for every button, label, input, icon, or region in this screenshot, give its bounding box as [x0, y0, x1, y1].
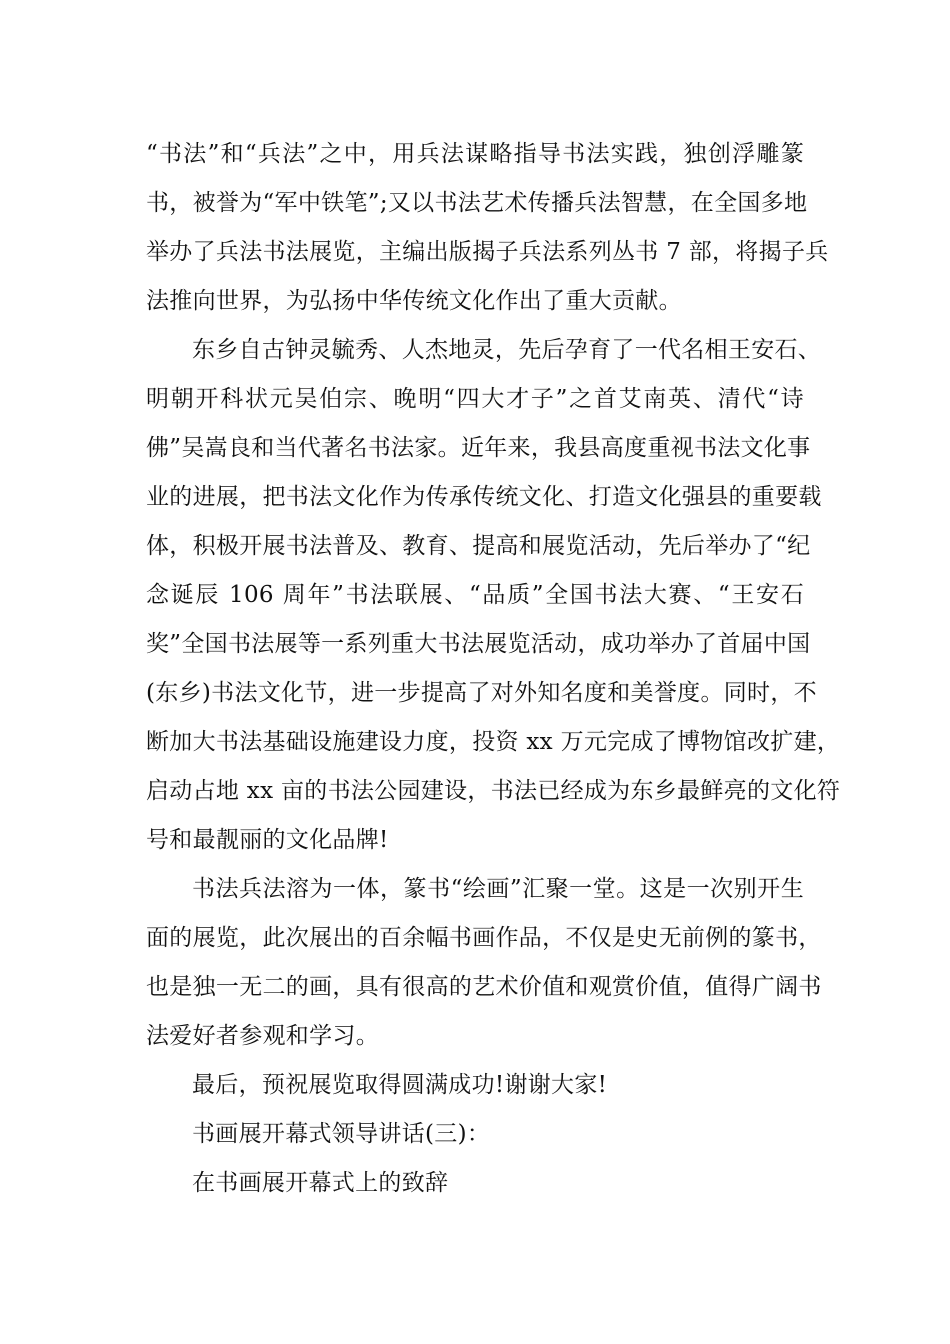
section-heading: 书画展开幕式领导讲话(三)：	[192, 1121, 491, 1147]
paragraph-line: 举办了兵法书法展览，主编出版揭子兵法系列丛书 7 部，将揭子兵	[146, 239, 829, 265]
document-body	[146, 130, 841, 1208]
paragraph-line: 东乡自古钟灵毓秀、人杰地灵，先后孕育了一代名相王安石、	[192, 337, 822, 363]
paragraph-line: 断加大书法基础设施建设力度，投资 xx 万元完成了博物馆改扩建，	[146, 729, 841, 755]
paragraph-line: (东乡)书法文化节，进一步提高了对外知名度和美誉度。同时，不	[146, 680, 817, 706]
paragraph-line: 面的展览，此次展出的百余幅书画作品，不仅是史无前例的篆书，	[146, 925, 822, 951]
paragraph-line: 佛”吴嵩良和当代著名书法家。近年来，我县高度重视书法文化事	[146, 435, 811, 461]
paragraph-line: 法爱好者参观和学习。	[146, 1023, 379, 1049]
paragraph-line: 体，积极开展书法普及、教育、提高和展览活动，先后举办了“纪	[146, 533, 811, 559]
paragraph-line: 书法兵法溶为一体，篆书“绘画”汇聚一堂。这是一次别开生	[192, 876, 804, 902]
paragraph-line: 念诞辰 106 周年”书法联展、“品质”全国书法大赛、“王安石	[146, 582, 804, 608]
paragraph-line: 奖”全国书法展等一系列重大书法展览活动，成功举办了首届中国	[146, 631, 811, 657]
paragraph-line: 书，被誉为“军中铁笔”;又以书法艺术传播兵法智慧，在全国多地	[146, 190, 808, 216]
speech-title: 在书画展开幕式上的致辞	[192, 1170, 449, 1196]
paragraph-line: 业的进展，把书法文化作为传承传统文化、打造文化强县的重要载	[146, 484, 822, 510]
closing-line: 最后，预祝展览取得圆满成功!谢谢大家!	[192, 1072, 608, 1098]
paragraph-line: 明朝开科状元吴伯宗、晚明“四大才子”之首艾南英、清代“诗	[146, 386, 804, 412]
paragraph-line: 也是独一无二的画，具有很高的艺术价值和观赏价值，值得广阔书	[146, 974, 822, 1000]
paragraph-line: 启动占地 xx 亩的书法公园建设，书法已经成为东乡最鲜亮的文化符	[146, 778, 841, 804]
paragraph-line: 法推向世界，为弘扬中华传统文化作出了重大贡献。	[146, 288, 682, 314]
paragraph-line: “书法”和“兵法”之中，用兵法谋略指导书法实践，独创浮雕篆	[146, 141, 804, 167]
paragraph-line: 号和最靓丽的文化品牌!	[146, 827, 389, 853]
